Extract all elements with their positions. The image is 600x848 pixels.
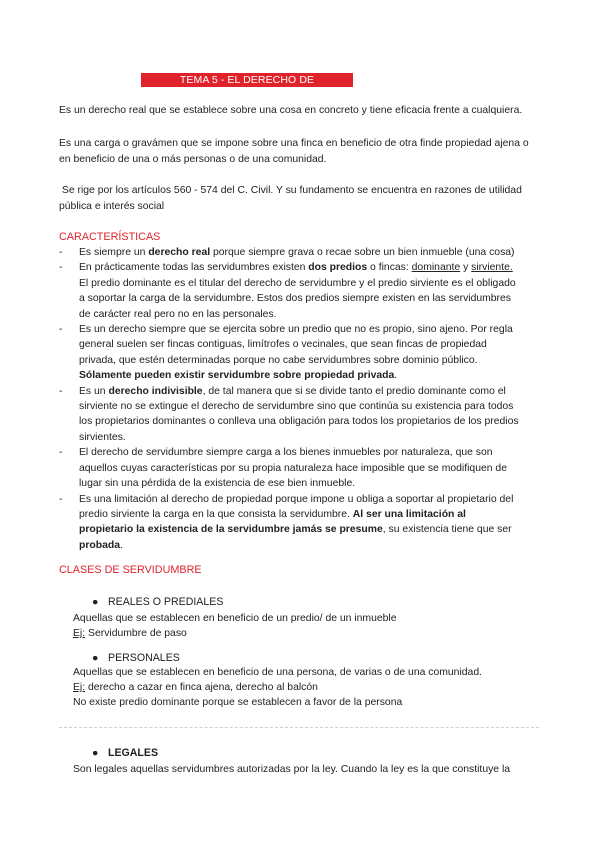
- item-text: porque siempre grava o recae sobre un bien inmueble (una cosa): [210, 247, 515, 258]
- reales-body: [73, 611, 513, 641]
- item-text: y: [460, 262, 472, 274]
- item-underlined: dominante: [411, 262, 461, 274]
- legales-desc: Son legales aquellas servidumbres autorizadas por la ley. Cuando la ley es la que constituye la: [73, 764, 511, 775]
- item-text: , su existencia tiene que ser: [382, 524, 512, 536]
- bullet-icon: ●: [92, 596, 99, 608]
- item-bold: probada: [79, 539, 120, 551]
- list-item: [59, 492, 523, 554]
- reales-title: REALES O PREDIALES: [108, 596, 224, 608]
- example-text: derecho a cazar en finca ajena, derecho al balcón: [85, 682, 318, 694]
- section-divider: [59, 727, 539, 728]
- intro-paragraph-3: Se rige por los artículos 560 - 574 del C. Civil. Y su fundamento se encuentra en razones de utilidad pública e interés social: [59, 185, 525, 212]
- personales-desc: Aquellas que se establecen en beneficio de una persona, de varias o de una comunidad.: [73, 667, 482, 678]
- item-text: o fincas:: [367, 262, 412, 274]
- caracteristicas-heading: CARACTERÍSTICAS: [59, 231, 161, 243]
- item-text: Es siempre un: [79, 247, 149, 258]
- item-text: Es un derecho siempre que se ejercita sobre un predio que no es propio, sino ajeno. Por regla general suelen ser fincas contiguas, limítrofes o vecinales, que sean fincas de propiedad privada, que estén determinadas porque no cabe servidumbres sobre dominio público.: [79, 324, 513, 366]
- personales-title: PERSONALES: [108, 652, 180, 664]
- bullet-icon: ●: [92, 652, 99, 664]
- example-label: Ej:: [73, 682, 86, 694]
- dash-marker: -: [59, 447, 63, 459]
- reales-example: [73, 626, 513, 641]
- dash-marker: -: [59, 385, 63, 397]
- example-text: Servidumbre de paso: [85, 628, 187, 640]
- dash-marker: -: [59, 262, 63, 274]
- dash-marker: -: [59, 493, 63, 505]
- intro-paragraph-2: Es una carga o gravámen que se impone sobre una finca en beneficio de otra finde propiedad ajena o en beneficio de una o más personas o de una comunidad.: [59, 138, 529, 165]
- example-label: Ej:: [73, 628, 86, 640]
- list-item: [59, 260, 523, 322]
- item-bold: derecho indivisible: [108, 385, 203, 397]
- item-bold: dos predios: [308, 262, 368, 274]
- item-text: .: [120, 539, 123, 551]
- list-item: [59, 245, 523, 260]
- intro-paragraph-1: Es un derecho real que se establece sobre una cosa en concreto y tiene eficacia frente a cualquiera.: [59, 105, 523, 116]
- caracteristicas-list: [59, 245, 523, 553]
- personales-body: [73, 665, 513, 711]
- list-item: [59, 445, 523, 491]
- reales-heading: [92, 596, 223, 608]
- bullet-icon: ●: [92, 747, 99, 759]
- personales-note: No existe predio dominante porque se establecen a favor de la persona: [73, 697, 403, 709]
- item-text: .: [394, 370, 398, 382]
- legales-body: [73, 762, 533, 777]
- item-text: El predio dominante es el titular del derecho de servidumbre y el predio sirviente es el obligado a soportar la carga de la servidumbre. Estos dos predios siempre existen en las servidumbres de carácter real pero no en las personales.: [79, 277, 516, 320]
- item-bold: Al ser una limitación al propietario la existencia de la servidumbre jamás se presume: [79, 508, 466, 536]
- personales-heading: [92, 652, 180, 664]
- list-item: [59, 322, 523, 384]
- legales-heading: [92, 747, 158, 759]
- item-text: El derecho de servidumbre siempre carga a los bienes inmuebles por naturaleza, que son aquellos cuyas características por su propia naturaleza hace imposible que se modifiquen de lugar sin una pérdida de la existencia de ese bien inmueble.: [79, 447, 507, 490]
- clases-heading: CLASES DE SERVIDUMBRE: [59, 564, 202, 576]
- dash-marker: -: [59, 324, 63, 336]
- item-text: Es un: [79, 385, 109, 397]
- item-bold: Sólamente pueden existir servidumbre sobre propiedad privada: [79, 370, 395, 382]
- list-item: [59, 384, 523, 446]
- item-underlined: sirviente.: [471, 262, 513, 274]
- dash-marker: -: [59, 247, 63, 258]
- reales-desc: Aquellas que se establecen en beneficio de un predio/ de un inmueble: [73, 613, 397, 624]
- page-title: TEMA 5 - EL DERECHO DE SERVIDUMBRE: [141, 73, 353, 87]
- item-text: , de tal manera que si se divide tanto el predio dominante como el sirviente no se extingue el derecho de servidumbre sino que continúa su existencia para todos los propietarios dominantes o conlleva una obligación para todos los propietarios de los predios sirvientes.: [79, 385, 519, 443]
- item-bold: derecho real: [148, 247, 211, 258]
- legales-title: LEGALES: [108, 747, 159, 759]
- item-text: Es una limitación al derecho de propiedad porque impone u obliga a soportar al propietario del predio sirviente la carga en la que consista la servidumbre.: [79, 493, 514, 520]
- personales-example: [73, 680, 513, 695]
- item-text: En prácticamente todas las servidumbres existen: [79, 262, 309, 274]
